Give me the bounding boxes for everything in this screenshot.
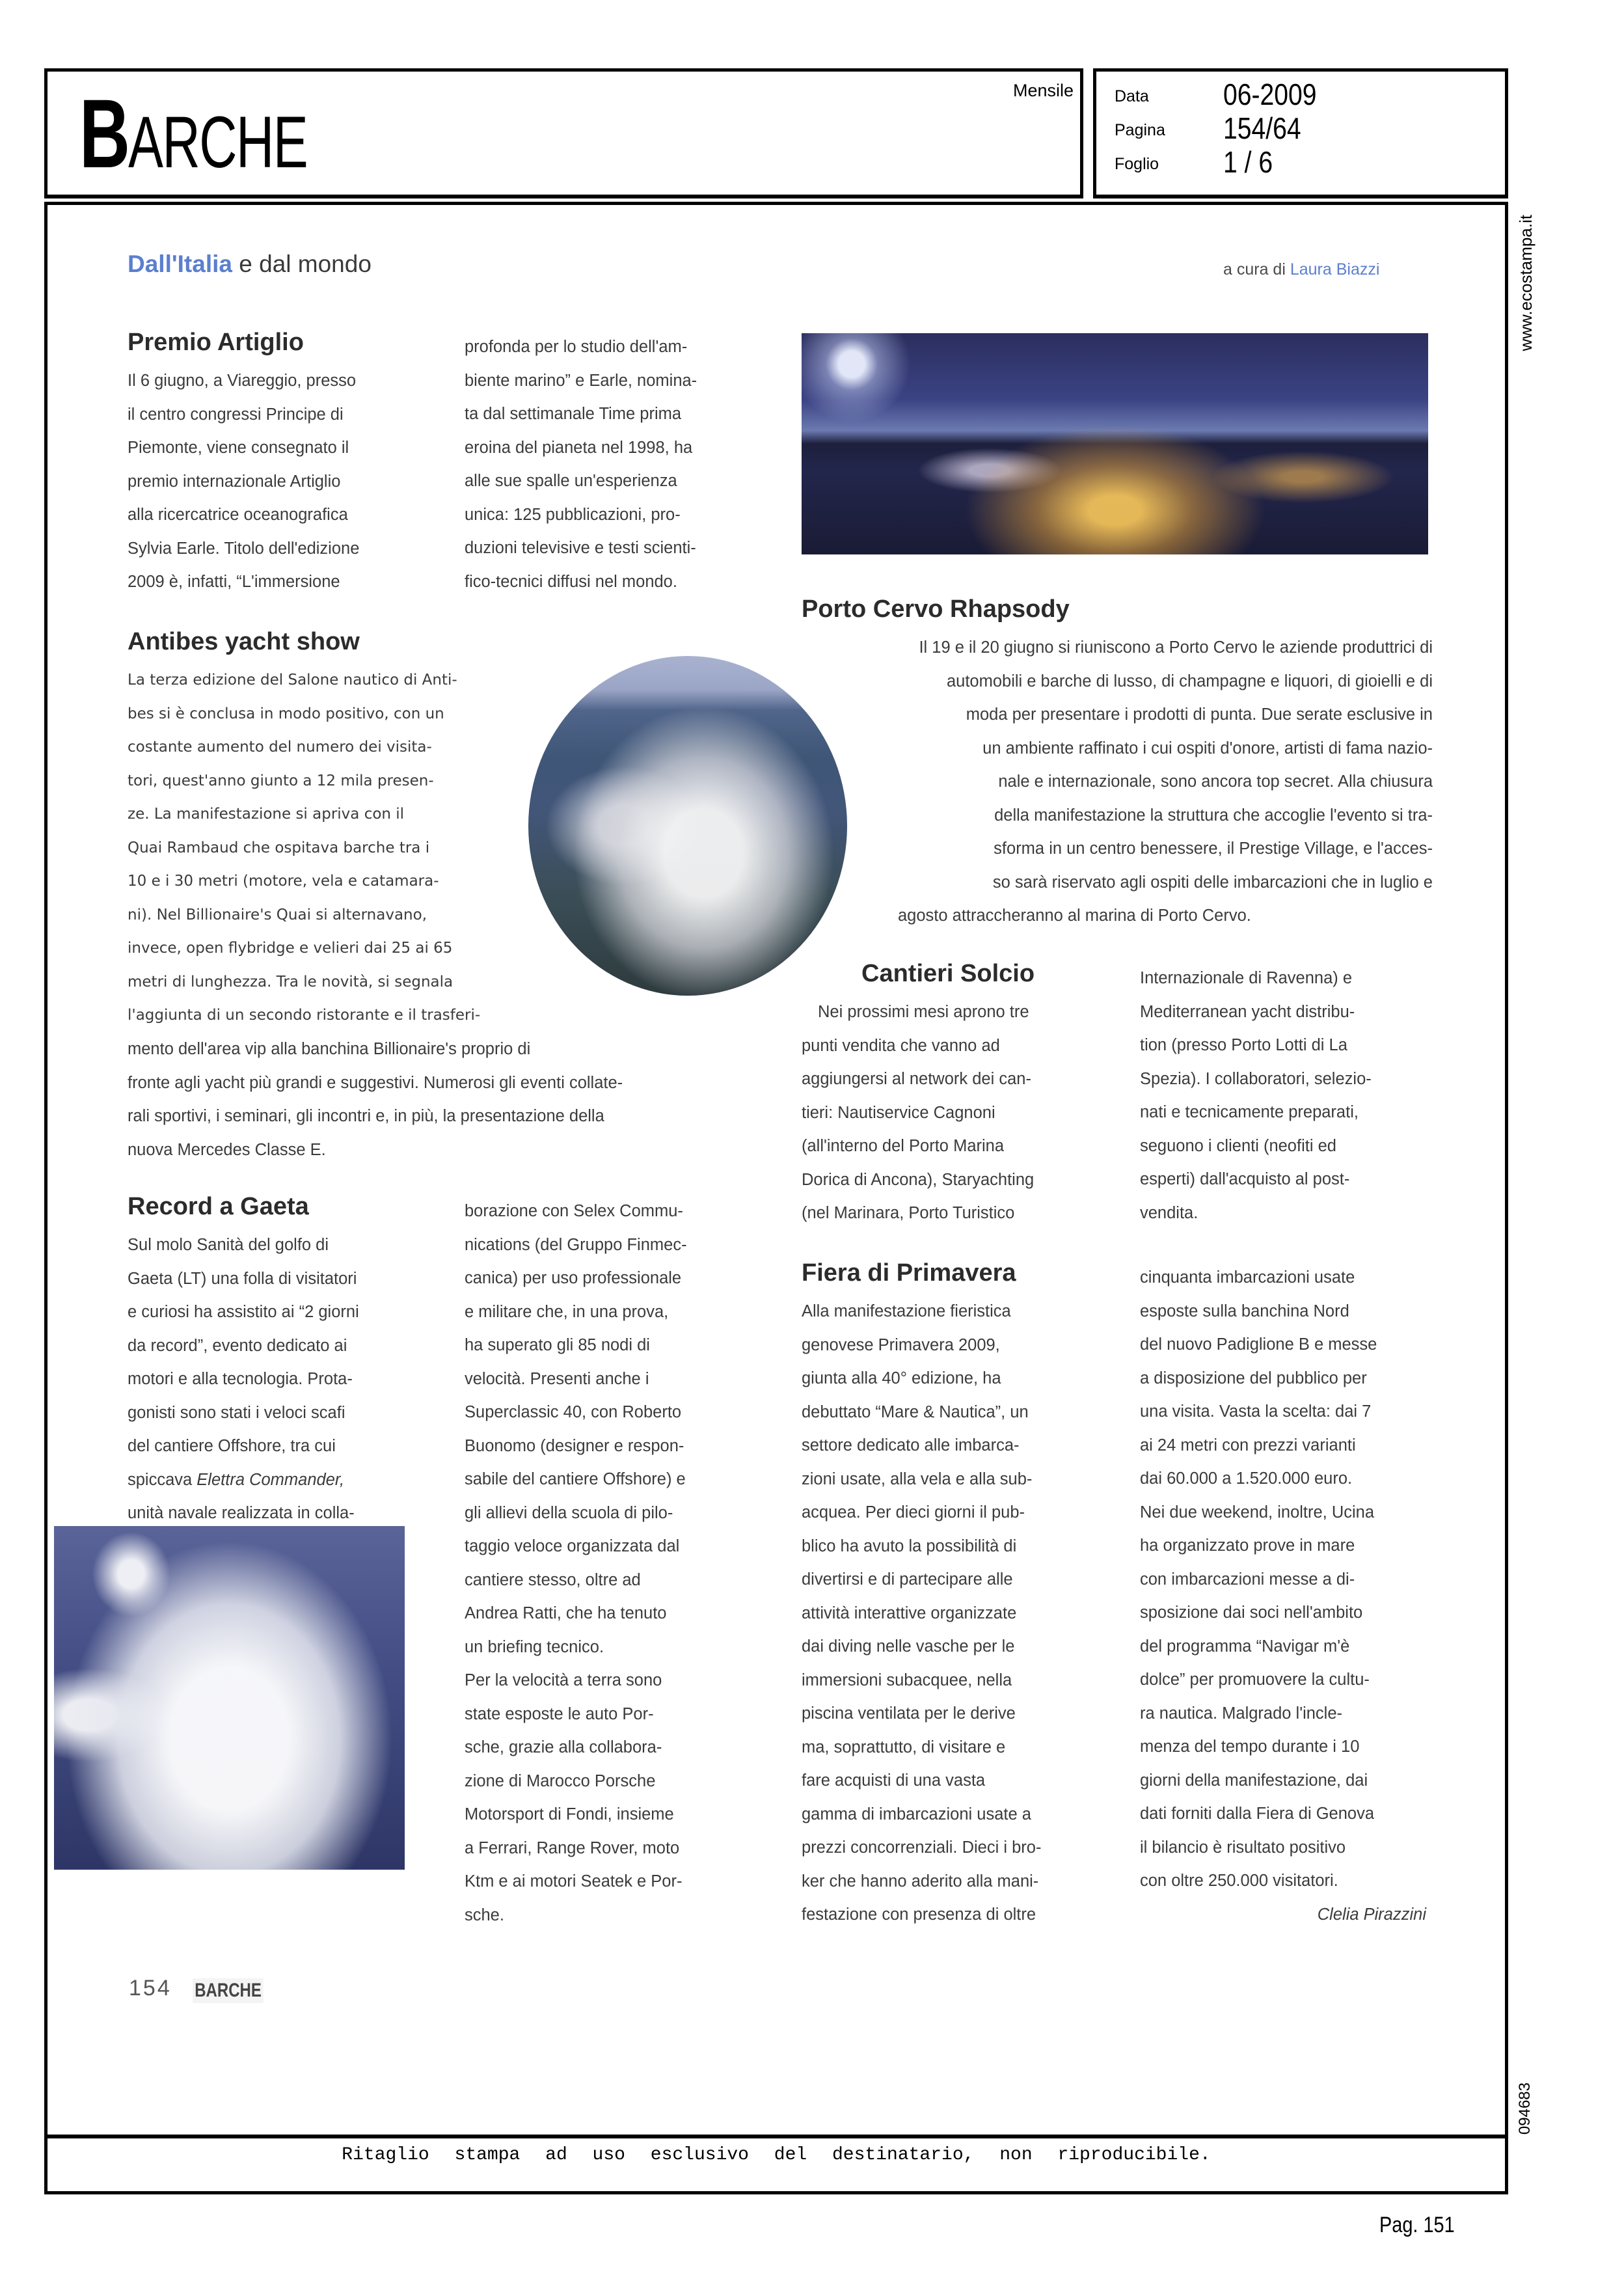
reproduction-notice: Ritaglio stampa ad uso esclusivo del destinatario, non riproducibile. — [342, 2145, 1211, 2165]
meta-label-foglio: Foglio — [1115, 155, 1159, 173]
gaeta-col1 — [128, 1229, 359, 1531]
text-line: nications (del Gruppo Finmec- — [465, 1235, 687, 1254]
porto-cervo-night-photo — [802, 333, 1428, 554]
curator-prefix: a cura di — [1223, 260, 1290, 279]
text-line: ta dal settimanale Time prima — [465, 405, 682, 423]
text-line: ni). Nel Billionaire's Quai si alternavano, — [128, 906, 427, 923]
text-line: una visita. Vasta la scelta: dai 7 — [1140, 1402, 1372, 1421]
text-line: velocità. Presenti anche i — [465, 1369, 649, 1388]
text-line: esperti) dall'acquisto al post- — [1140, 1170, 1350, 1188]
text-line: bes si è conclusa in modo positivo, con un — [128, 705, 444, 722]
text-line: Il 6 giugno, a Viareggio, presso — [128, 372, 357, 390]
text-line: a disposizione del pubblico per — [1140, 1369, 1367, 1387]
folio-brand: BARCHE — [193, 1978, 264, 2003]
text-line: mento dell'area vip alla banchina Billionaire's proprio di — [128, 1040, 531, 1058]
text-line: attività interattive organizzate — [802, 1603, 1017, 1622]
text-line: dati forniti dalla Fiera di Genova — [1140, 1805, 1375, 1823]
article-title-gaeta: Record a Gaeta — [128, 1193, 309, 1220]
page-label: Pag. 151 — [1379, 2213, 1455, 2237]
text-line: della manifestazione la struttura che accoglie l'evento si tra- — [994, 806, 1433, 825]
text-line: alla ricercatrice oceanografica — [128, 506, 348, 524]
text-span: spiccava — [128, 1470, 197, 1489]
article-title-porto-cervo: Porto Cervo Rhapsody — [802, 595, 1070, 623]
text-line: 2009 è, infatti, “L'immersione — [128, 573, 340, 591]
text-line: sche. — [465, 1905, 504, 1924]
text-line: del nuovo Padiglione B e messe — [1140, 1335, 1377, 1354]
text-line: ha superato gli 85 nodi di — [465, 1336, 650, 1354]
text-line: piscina ventilata per le derive — [802, 1704, 1016, 1723]
text-line: rali sportivi, i seminari, gli incontri e, in più, la presentazione della — [128, 1107, 604, 1125]
text-line: automobili e barche di lusso, di champagne e liquori, di gioielli e di — [946, 672, 1433, 690]
text-line: nale e internazionale, sono ancora top secret. Alla chiusura — [998, 772, 1433, 791]
text-line: taggio veloce organizzata dal — [465, 1537, 680, 1555]
publication-logo — [79, 79, 308, 189]
text-line: Il 19 e il 20 giugno si riuniscono a Porto Cervo le aziende produttrici di — [919, 638, 1433, 657]
text-line: del programma “Navigar m'è — [1140, 1637, 1350, 1656]
ecostampa-link[interactable]: www.ecostampa.it — [1516, 215, 1536, 351]
text-line: unità navale realizzata in colla- — [128, 1504, 355, 1522]
antibes-marina-aerial-photo — [528, 656, 847, 996]
text-line: cinquanta imbarcazioni usate — [1140, 1268, 1355, 1287]
meta-value-pagina: 154/64 — [1223, 111, 1301, 145]
text-line: l'aggiunta di un secondo ristorante e il trasferi- — [128, 1007, 481, 1024]
text-line: prezzi concorrenziali. Dieci i bro- — [802, 1838, 1042, 1857]
text-line: blico ha avuto la possibilità di — [802, 1536, 1017, 1555]
text-line: dai 60.000 a 1.520.000 euro. — [1140, 1469, 1353, 1488]
text-line: Mediterranean yacht distribu- — [1140, 1002, 1355, 1021]
text-line: Spezia). I collaboratori, selezio- — [1140, 1069, 1372, 1088]
text-line: del cantiere Offshore, tra cui — [128, 1437, 336, 1455]
text-line: menza del tempo durante i 10 — [1140, 1738, 1360, 1756]
clipping-code: 094683 — [1516, 2082, 1534, 2135]
section-title-accent: Dall'Italia — [128, 251, 232, 277]
text-line: costante aumento del numero dei visita- — [128, 739, 432, 756]
fiera-byline — [1140, 1898, 1426, 1932]
text-line: vendita. — [1140, 1203, 1198, 1222]
text-line: Nei due weekend, inoltre, Ucina — [1140, 1503, 1375, 1522]
premio-col1 — [128, 364, 359, 599]
meta-label-data: Data — [1115, 87, 1149, 105]
text-line: un briefing tecnico. — [465, 1637, 604, 1656]
side-url[interactable] — [1516, 215, 1545, 384]
text-line: a Ferrari, Range Rover, moto — [465, 1838, 680, 1857]
text-line: punti vendita che vanno ad — [802, 1036, 1000, 1055]
text-line: Alla manifestazione fieristica — [802, 1302, 1011, 1320]
text-line: ze. La manifestazione si apriva con il — [128, 806, 405, 823]
text-line: Buonomo (designer e respon- — [465, 1436, 684, 1455]
text-line: Ktm e ai motori Seatek e Por- — [465, 1872, 683, 1890]
footer-divider — [44, 2135, 1508, 2138]
text-line: Sylvia Earle. Titolo dell'edizione — [128, 539, 360, 558]
text-line: Dorica di Ancona), Staryachting — [802, 1170, 1035, 1189]
text-line: zioni usate, alla vela e alla sub- — [802, 1469, 1033, 1488]
text-line: invece, open flybridge e velieri dai 25 ai 65 — [128, 940, 453, 957]
text-line: giorni della manifestazione, dai — [1140, 1771, 1368, 1790]
text-line: il centro congressi Principe di — [128, 405, 344, 424]
text-line: La terza edizione del Salone nautico di Anti- — [128, 672, 457, 689]
text-line: ha organizzato prove in mare — [1140, 1536, 1355, 1555]
text-line: cantiere stesso, oltre ad — [465, 1570, 641, 1589]
text-line: debuttato “Mare & Nautica”, un — [802, 1402, 1029, 1421]
text-line: aggiungersi al network dei can- — [802, 1070, 1031, 1088]
section-title-rest: e dal mondo — [232, 251, 372, 277]
solcio-col1 — [802, 996, 1034, 1231]
text-line: divertirsi e di partecipare alle — [802, 1570, 1013, 1589]
meta-value-foglio: 1 / 6 — [1223, 145, 1273, 179]
text-line: tori, quest'anno giunto a 12 mila presen- — [128, 772, 434, 789]
folio-page-number: 154 — [129, 1976, 172, 2000]
text-line: e militare che, in una prova, — [465, 1302, 669, 1321]
text-line: ker che hanno aderito alla mani- — [802, 1872, 1039, 1890]
text-line: fronte agli yacht più grandi e suggestivi. Numerosi gli eventi collate- — [128, 1073, 623, 1092]
curator-credit — [1223, 260, 1379, 279]
premio-col2 — [465, 331, 697, 599]
text-line: Internazionale di Ravenna) e — [1140, 969, 1353, 987]
text-line: sforma in un centro benessere, il Prestige Village, e l'acces- — [994, 839, 1433, 858]
meta-label-pagina: Pagina — [1115, 121, 1165, 139]
text-line: genovese Primavera 2009, — [802, 1335, 1000, 1354]
text-line: gamma di imbarcazioni usate a — [802, 1805, 1031, 1823]
text-line: moda per presentare i prodotti di punta. Due serate esclusive in — [966, 705, 1433, 724]
text-line: eroina del pianeta nel 1998, ha — [465, 438, 693, 457]
text-line: Superclassic 40, con Roberto — [465, 1403, 682, 1421]
elettra-commander-speedboat-photo — [54, 1526, 405, 1870]
text-line: un ambiente raffinato i cui ospiti d'onore, artisti di fama nazio- — [982, 739, 1433, 757]
logo-rest: ARCHE — [128, 102, 308, 183]
antibes-body-narrow — [128, 664, 480, 1033]
article-title-antibes: Antibes yacht show — [128, 628, 360, 655]
text-line — [128, 1464, 359, 1497]
text-line: tion (presso Porto Lotti di La — [1140, 1036, 1347, 1054]
text-line: alle sue spalle un'esperienza — [465, 472, 677, 490]
text-line: agosto attraccheranno al marina di Porto Cervo. — [898, 907, 1251, 925]
text-line: sche, grazie alla collabora- — [465, 1738, 662, 1756]
text-line: 10 e i 30 metri (motore, vela e catamara- — [128, 873, 439, 890]
text-line: sposizione dai soci nell'ambito — [1140, 1603, 1363, 1622]
porto-cervo-body — [821, 631, 1433, 933]
text-line: tieri: Nautiservice Cagnoni — [802, 1103, 995, 1122]
article-title-fiera: Fiera di Primavera — [802, 1259, 1016, 1287]
text-line: e curiosi ha assistito ai “2 giorni — [128, 1303, 359, 1321]
article-title-premio: Premio Artiglio — [128, 329, 304, 356]
text-line: Gaeta (LT) una folla di visitatori — [128, 1269, 357, 1288]
text-line: ra nautica. Malgrado l'incle- — [1140, 1704, 1343, 1723]
text-line: settore dedicato alle imbarca- — [802, 1436, 1020, 1454]
text-line: festazione con presenza di oltre — [802, 1905, 1036, 1924]
text-line: da record”, evento dedicato ai — [128, 1336, 347, 1355]
text-line: giunta alla 40° edizione, ha — [802, 1369, 1001, 1387]
text-line: premio internazionale Artiglio — [128, 472, 341, 491]
text-line: ai 24 metri con prezzi varianti — [1140, 1436, 1356, 1454]
fiera-col1 — [802, 1295, 1041, 1932]
text-line: profonda per lo studio dell'am- — [465, 338, 688, 356]
text-line: canica) per uso professionale — [465, 1269, 682, 1287]
text-line: motori e alla tecnologia. Prota- — [128, 1370, 353, 1388]
author-byline: Clelia Pirazzini — [1317, 1905, 1426, 1924]
text-line: borazione con Selex Commu- — [465, 1202, 683, 1220]
text-line: dai diving nelle vasche per le — [802, 1637, 1015, 1656]
text-line: Nei prossimi mesi aprono tre — [818, 1003, 1029, 1021]
header-meta-box — [1093, 68, 1508, 198]
solcio-col2 — [1140, 962, 1372, 1230]
text-line: con imbarcazioni messe a di- — [1140, 1570, 1355, 1589]
text-line: seguono i clienti (neofiti ed — [1140, 1136, 1336, 1155]
text-line: nati e tecnicamente preparati, — [1140, 1103, 1359, 1121]
text-line: duzioni televisive e testi scienti- — [465, 539, 696, 557]
text-line: con oltre 250.000 visitatori. — [1140, 1872, 1338, 1890]
text-line: metri di lunghezza. Tra le novità, si segnala — [128, 973, 453, 990]
text-line: (all'interno del Porto Marina — [802, 1137, 1005, 1155]
text-line: state esposte le auto Por- — [465, 1704, 654, 1723]
section-title — [128, 251, 372, 278]
meta-value-data: 06-2009 — [1223, 77, 1317, 111]
text-line: zione di Marocco Porsche — [465, 1771, 656, 1790]
text-line: fico-tecnici diffusi nel mondo. — [465, 572, 677, 591]
text-line: Motorsport di Fondi, insieme — [465, 1805, 674, 1823]
text-line: ma, soprattutto, di visitare e — [802, 1738, 1006, 1756]
text-line: Andrea Ratti, che ha tenuto — [465, 1604, 667, 1622]
text-line: esposte sulla banchina Nord — [1140, 1302, 1349, 1320]
text-line: biente marino” e Earle, nomina- — [465, 371, 697, 390]
text-line: Piemonte, viene consegnato il — [128, 439, 349, 457]
text-line: immersioni subacquee, nella — [802, 1671, 1012, 1689]
text-line: unica: 125 pubblicazioni, pro- — [465, 505, 681, 524]
boat-name-italic: Elettra Commander, — [196, 1470, 345, 1489]
text-line: il bilancio è risultato positivo — [1140, 1838, 1346, 1857]
text-line: Quai Rambaud che ospitava barche tra i — [128, 839, 430, 856]
text-line: Per la velocità a terra sono — [465, 1671, 662, 1689]
antibes-body-wide — [128, 1033, 623, 1167]
text-line: Sul molo Sanità del golfo di — [128, 1236, 329, 1254]
text-line: gli allievi della scuola di pilo- — [465, 1503, 673, 1522]
curator-name: Laura Biazzi — [1290, 260, 1380, 279]
text-line: (nel Marinara, Porto Turistico — [802, 1204, 1015, 1222]
text-line: acquea. Per dieci giorni il pub- — [802, 1503, 1025, 1522]
text-line: dolce” per promuovere la cultu- — [1140, 1671, 1370, 1689]
article-title-solcio: Cantieri Solcio — [861, 960, 1035, 987]
gaeta-col2 — [465, 1195, 687, 1932]
text-line: sabile del cantiere Offshore) e — [465, 1470, 686, 1488]
text-line: fare acquisti di una vasta — [802, 1771, 986, 1790]
logo-initial: B — [79, 79, 129, 188]
text-line: nuova Mercedes Classe E. — [128, 1140, 326, 1159]
frequency-label: Mensile — [1012, 81, 1074, 100]
text-line: so sarà riservato agli ospiti delle imbarcazioni che in luglio e — [992, 873, 1433, 892]
side-code — [1516, 2082, 1545, 2141]
text-line: gonisti sono stati i veloci scafi — [128, 1403, 345, 1422]
fiera-col2 — [1140, 1261, 1377, 1898]
